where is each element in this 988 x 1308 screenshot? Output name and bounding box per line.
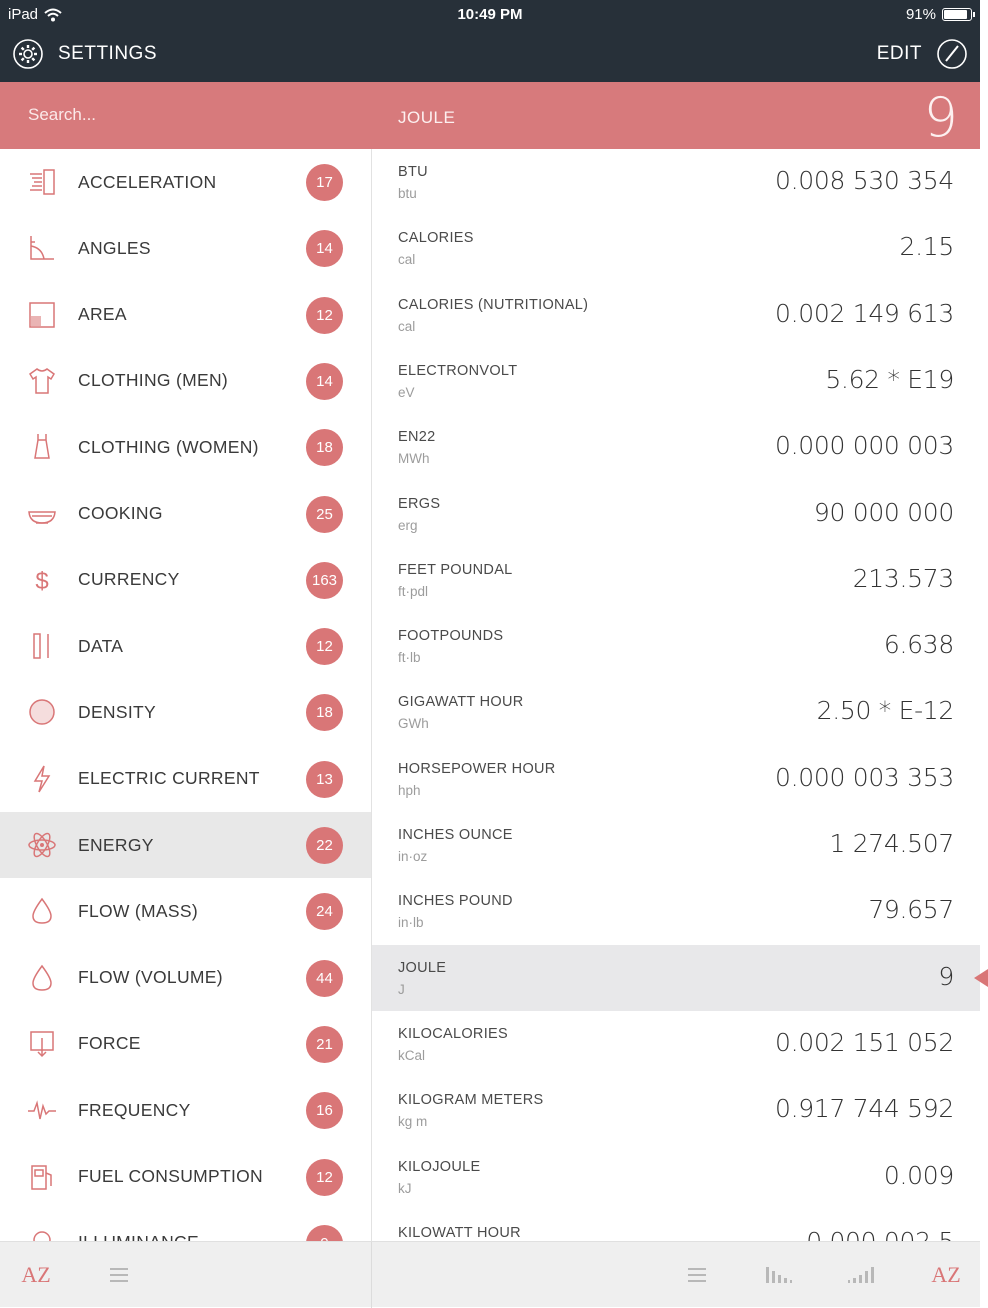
unit-abbreviation: cal xyxy=(398,252,416,268)
category-item[interactable] xyxy=(0,1011,371,1077)
status-time: 10:49 PM xyxy=(457,6,523,23)
category-item[interactable] xyxy=(0,812,371,878)
unit-value: 0.002 151 052 xyxy=(775,1027,954,1057)
search-input[interactable] xyxy=(20,96,360,134)
list-icon xyxy=(109,1266,129,1284)
unit-value: 213.573 xyxy=(852,563,954,593)
unit-name: CALORIES xyxy=(398,230,474,247)
category-label: ANGLES xyxy=(78,237,151,258)
category-item[interactable] xyxy=(0,746,371,812)
force-icon xyxy=(26,1028,58,1060)
sort-ascending-button[interactable] xyxy=(846,1260,876,1290)
category-item[interactable] xyxy=(0,149,371,215)
unit-abbreviation: ft·lb xyxy=(398,650,421,666)
category-label: FREQUENCY xyxy=(78,1099,191,1120)
status-right xyxy=(906,6,972,23)
drop-icon xyxy=(26,895,58,927)
battery-icon xyxy=(942,8,972,21)
category-label: FLOW (MASS) xyxy=(78,900,198,921)
category-label: FLOW (VOLUME) xyxy=(78,967,223,988)
category-count-badge: 22 xyxy=(306,827,343,864)
conversion-row[interactable] xyxy=(372,679,980,745)
category-item[interactable] xyxy=(0,1144,371,1210)
category-item[interactable] xyxy=(0,945,371,1011)
acceleration-icon xyxy=(26,166,58,198)
list-icon xyxy=(687,1266,707,1284)
settings-label: SETTINGS xyxy=(58,43,158,64)
atom-icon xyxy=(26,829,58,861)
unit-name: JOULE xyxy=(398,959,447,976)
conversion-row[interactable] xyxy=(372,348,980,414)
selected-unit-value[interactable]: 9 xyxy=(923,86,958,149)
conversion-row[interactable] xyxy=(372,812,980,878)
category-label: ELECTRIC CURRENT xyxy=(78,768,260,789)
battery-fill xyxy=(944,10,967,19)
category-count-badge: 24 xyxy=(306,893,343,930)
unit-name: GIGAWATT HOUR xyxy=(398,694,524,711)
unit-name: ERGS xyxy=(398,495,441,512)
unit-value: 0.917 744 592 xyxy=(775,1094,954,1124)
category-item[interactable] xyxy=(0,348,371,414)
gear-icon xyxy=(12,38,44,70)
sort-az-left-button[interactable]: AZ xyxy=(21,1262,51,1287)
unit-value: 1 274.507 xyxy=(829,829,954,858)
unit-name: INCHES OUNCE xyxy=(398,827,513,843)
unit-abbreviation: hph xyxy=(398,782,421,798)
fuel-icon xyxy=(26,1161,58,1193)
unit-value: 2.15 xyxy=(899,232,954,262)
device-name: iPad xyxy=(8,6,39,23)
edit-label: EDIT xyxy=(876,43,922,64)
category-list[interactable] xyxy=(0,149,371,1241)
conversion-row[interactable] xyxy=(372,878,980,944)
unit-abbreviation: kCal xyxy=(398,1047,426,1063)
conversion-row[interactable] xyxy=(372,613,980,679)
category-count-badge: 163 xyxy=(306,562,343,599)
nav-bar xyxy=(0,30,980,82)
svg-text:$: $ xyxy=(35,567,49,595)
unit-name: KILOCALORIES xyxy=(398,1025,508,1042)
list-view-right-button[interactable] xyxy=(684,1260,710,1290)
unit-abbreviation: kJ xyxy=(398,1180,412,1196)
category-count-badge: 14 xyxy=(306,230,343,267)
settings-button[interactable] xyxy=(12,38,157,70)
category-count-badge: 17 xyxy=(306,164,343,201)
data-icon xyxy=(26,630,58,662)
unit-name: KILOWATT HOUR xyxy=(398,1224,521,1241)
unit-name: FEET POUNDAL xyxy=(398,561,513,578)
drop-icon xyxy=(26,962,58,994)
conversion-list[interactable] xyxy=(372,149,980,1241)
unit-abbreviation: J xyxy=(398,981,405,997)
selected-unit-name: JOULE xyxy=(398,108,456,127)
unit-name: KILOGRAM METERS xyxy=(398,1092,544,1109)
unit-name: HORSEPOWER HOUR xyxy=(398,760,556,777)
unit-value: 6.638 xyxy=(883,630,954,660)
unit-abbreviation: erg xyxy=(398,517,418,533)
category-count-badge: 44 xyxy=(306,960,343,997)
conversion-row[interactable] xyxy=(372,481,980,547)
category-count-badge: 12 xyxy=(306,297,343,334)
category-item[interactable] xyxy=(0,679,371,745)
density-icon xyxy=(26,696,58,728)
category-label: ENERGY xyxy=(78,834,154,855)
toolbar-divider xyxy=(371,1242,372,1308)
conversion-row[interactable] xyxy=(372,215,980,281)
unit-name: EN22 xyxy=(398,429,436,446)
conversion-row[interactable] xyxy=(372,945,980,1011)
category-item[interactable] xyxy=(0,547,371,613)
bars-ascending-icon xyxy=(847,1265,875,1285)
unit-name: INCHES POUND xyxy=(398,893,513,910)
sort-az-right-button[interactable]: AZ xyxy=(931,1262,961,1287)
category-item[interactable] xyxy=(0,481,371,547)
lightning-icon xyxy=(26,763,58,795)
category-count-badge: 12 xyxy=(306,1159,343,1196)
unit-name: CALORIES (NUTRITIONAL) xyxy=(398,296,589,313)
category-label: COOKING xyxy=(78,503,163,523)
category-item[interactable] xyxy=(0,613,371,679)
category-label: FORCE xyxy=(78,1033,141,1054)
category-label: FUEL CONSUMPTION xyxy=(78,1166,263,1186)
category-item[interactable] xyxy=(0,878,371,944)
conversion-row[interactable] xyxy=(372,1144,980,1210)
unit-value: 0.008 530 354 xyxy=(775,166,954,195)
unit-value: 0.009 xyxy=(883,1160,954,1190)
unit-abbreviation: in·oz xyxy=(398,849,428,864)
unit-value: 0.000 003 353 xyxy=(775,762,954,792)
conversion-row[interactable] xyxy=(372,1011,980,1077)
unit-name: ELECTRONVOLT xyxy=(398,362,518,379)
category-label: DENSITY xyxy=(78,701,156,722)
category-count-badge: 12 xyxy=(306,628,343,665)
category-item[interactable] xyxy=(0,1077,371,1143)
unit-value: 2.50 * E-12 xyxy=(816,696,954,726)
category-item[interactable] xyxy=(0,215,371,281)
unit-abbreviation: in·lb xyxy=(398,915,424,931)
category-count-badge: 18 xyxy=(306,694,343,731)
shirt-icon xyxy=(26,365,58,397)
category-count-badge: 13 xyxy=(306,761,343,798)
unit-value: 79.657 xyxy=(868,895,954,925)
unit-abbreviation: cal xyxy=(398,318,416,334)
conversion-row[interactable] xyxy=(372,149,980,215)
unit-value: 90 000 000 xyxy=(813,497,954,527)
dress-icon xyxy=(26,431,58,463)
battery-percent: 91% xyxy=(905,6,936,23)
category-item[interactable] xyxy=(0,414,371,480)
category-label: CLOTHING (MEN) xyxy=(78,370,229,391)
conversion-row[interactable] xyxy=(372,1077,980,1143)
category-label: ACCELERATION xyxy=(78,171,217,192)
area-icon xyxy=(26,299,58,331)
conversion-row[interactable] xyxy=(372,547,980,613)
unit-abbreviation: MWh xyxy=(398,451,430,467)
category-count-badge: 25 xyxy=(306,496,343,533)
category-label: CURRENCY xyxy=(78,569,180,590)
top-bar xyxy=(0,0,980,82)
category-label: AREA xyxy=(78,304,127,325)
sort-descending-button[interactable] xyxy=(764,1260,794,1290)
category-count-badge: 21 xyxy=(306,1026,343,1063)
category-count-badge: 16 xyxy=(306,1092,343,1129)
pencil-icon xyxy=(936,38,968,70)
category-label: CLOTHING (WOMEN) xyxy=(78,436,259,457)
unit-abbreviation: eV xyxy=(398,384,415,400)
unit-abbreviation: ft·pdl xyxy=(398,583,429,599)
angle-icon xyxy=(26,232,58,264)
unit-abbreviation: kg m xyxy=(398,1114,428,1130)
category-count-badge: 14 xyxy=(306,363,343,400)
unit-abbreviation: btu xyxy=(398,186,417,201)
status-bar xyxy=(0,0,980,30)
list-view-left-button[interactable] xyxy=(106,1260,132,1290)
unit-name: BTU xyxy=(398,164,428,180)
bars-descending-icon xyxy=(765,1265,793,1285)
unit-abbreviation: GWh xyxy=(398,716,429,732)
conversion-row[interactable] xyxy=(372,746,980,812)
category-item[interactable] xyxy=(0,282,371,348)
unit-value: 0.002 149 613 xyxy=(775,298,954,328)
selected-marker-icon xyxy=(974,969,988,987)
conversion-row[interactable] xyxy=(372,282,980,348)
unit-value: 9 xyxy=(938,961,954,991)
conversion-row[interactable] xyxy=(372,414,980,480)
wave-icon xyxy=(26,1094,58,1126)
unit-value: 5.62 * E19 xyxy=(825,364,954,394)
bowl-icon xyxy=(26,498,58,530)
category-count-badge: 18 xyxy=(306,429,343,466)
unit-name: KILOJOULE xyxy=(398,1158,481,1175)
unit-name: FOOTPOUNDS xyxy=(398,628,504,645)
unit-value: 0.000 000 003 xyxy=(775,431,954,461)
dollar-icon xyxy=(26,564,58,596)
search-bar xyxy=(0,82,980,149)
bottom-toolbar xyxy=(0,1241,980,1307)
edit-button[interactable] xyxy=(877,38,968,70)
category-label: DATA xyxy=(78,635,124,656)
